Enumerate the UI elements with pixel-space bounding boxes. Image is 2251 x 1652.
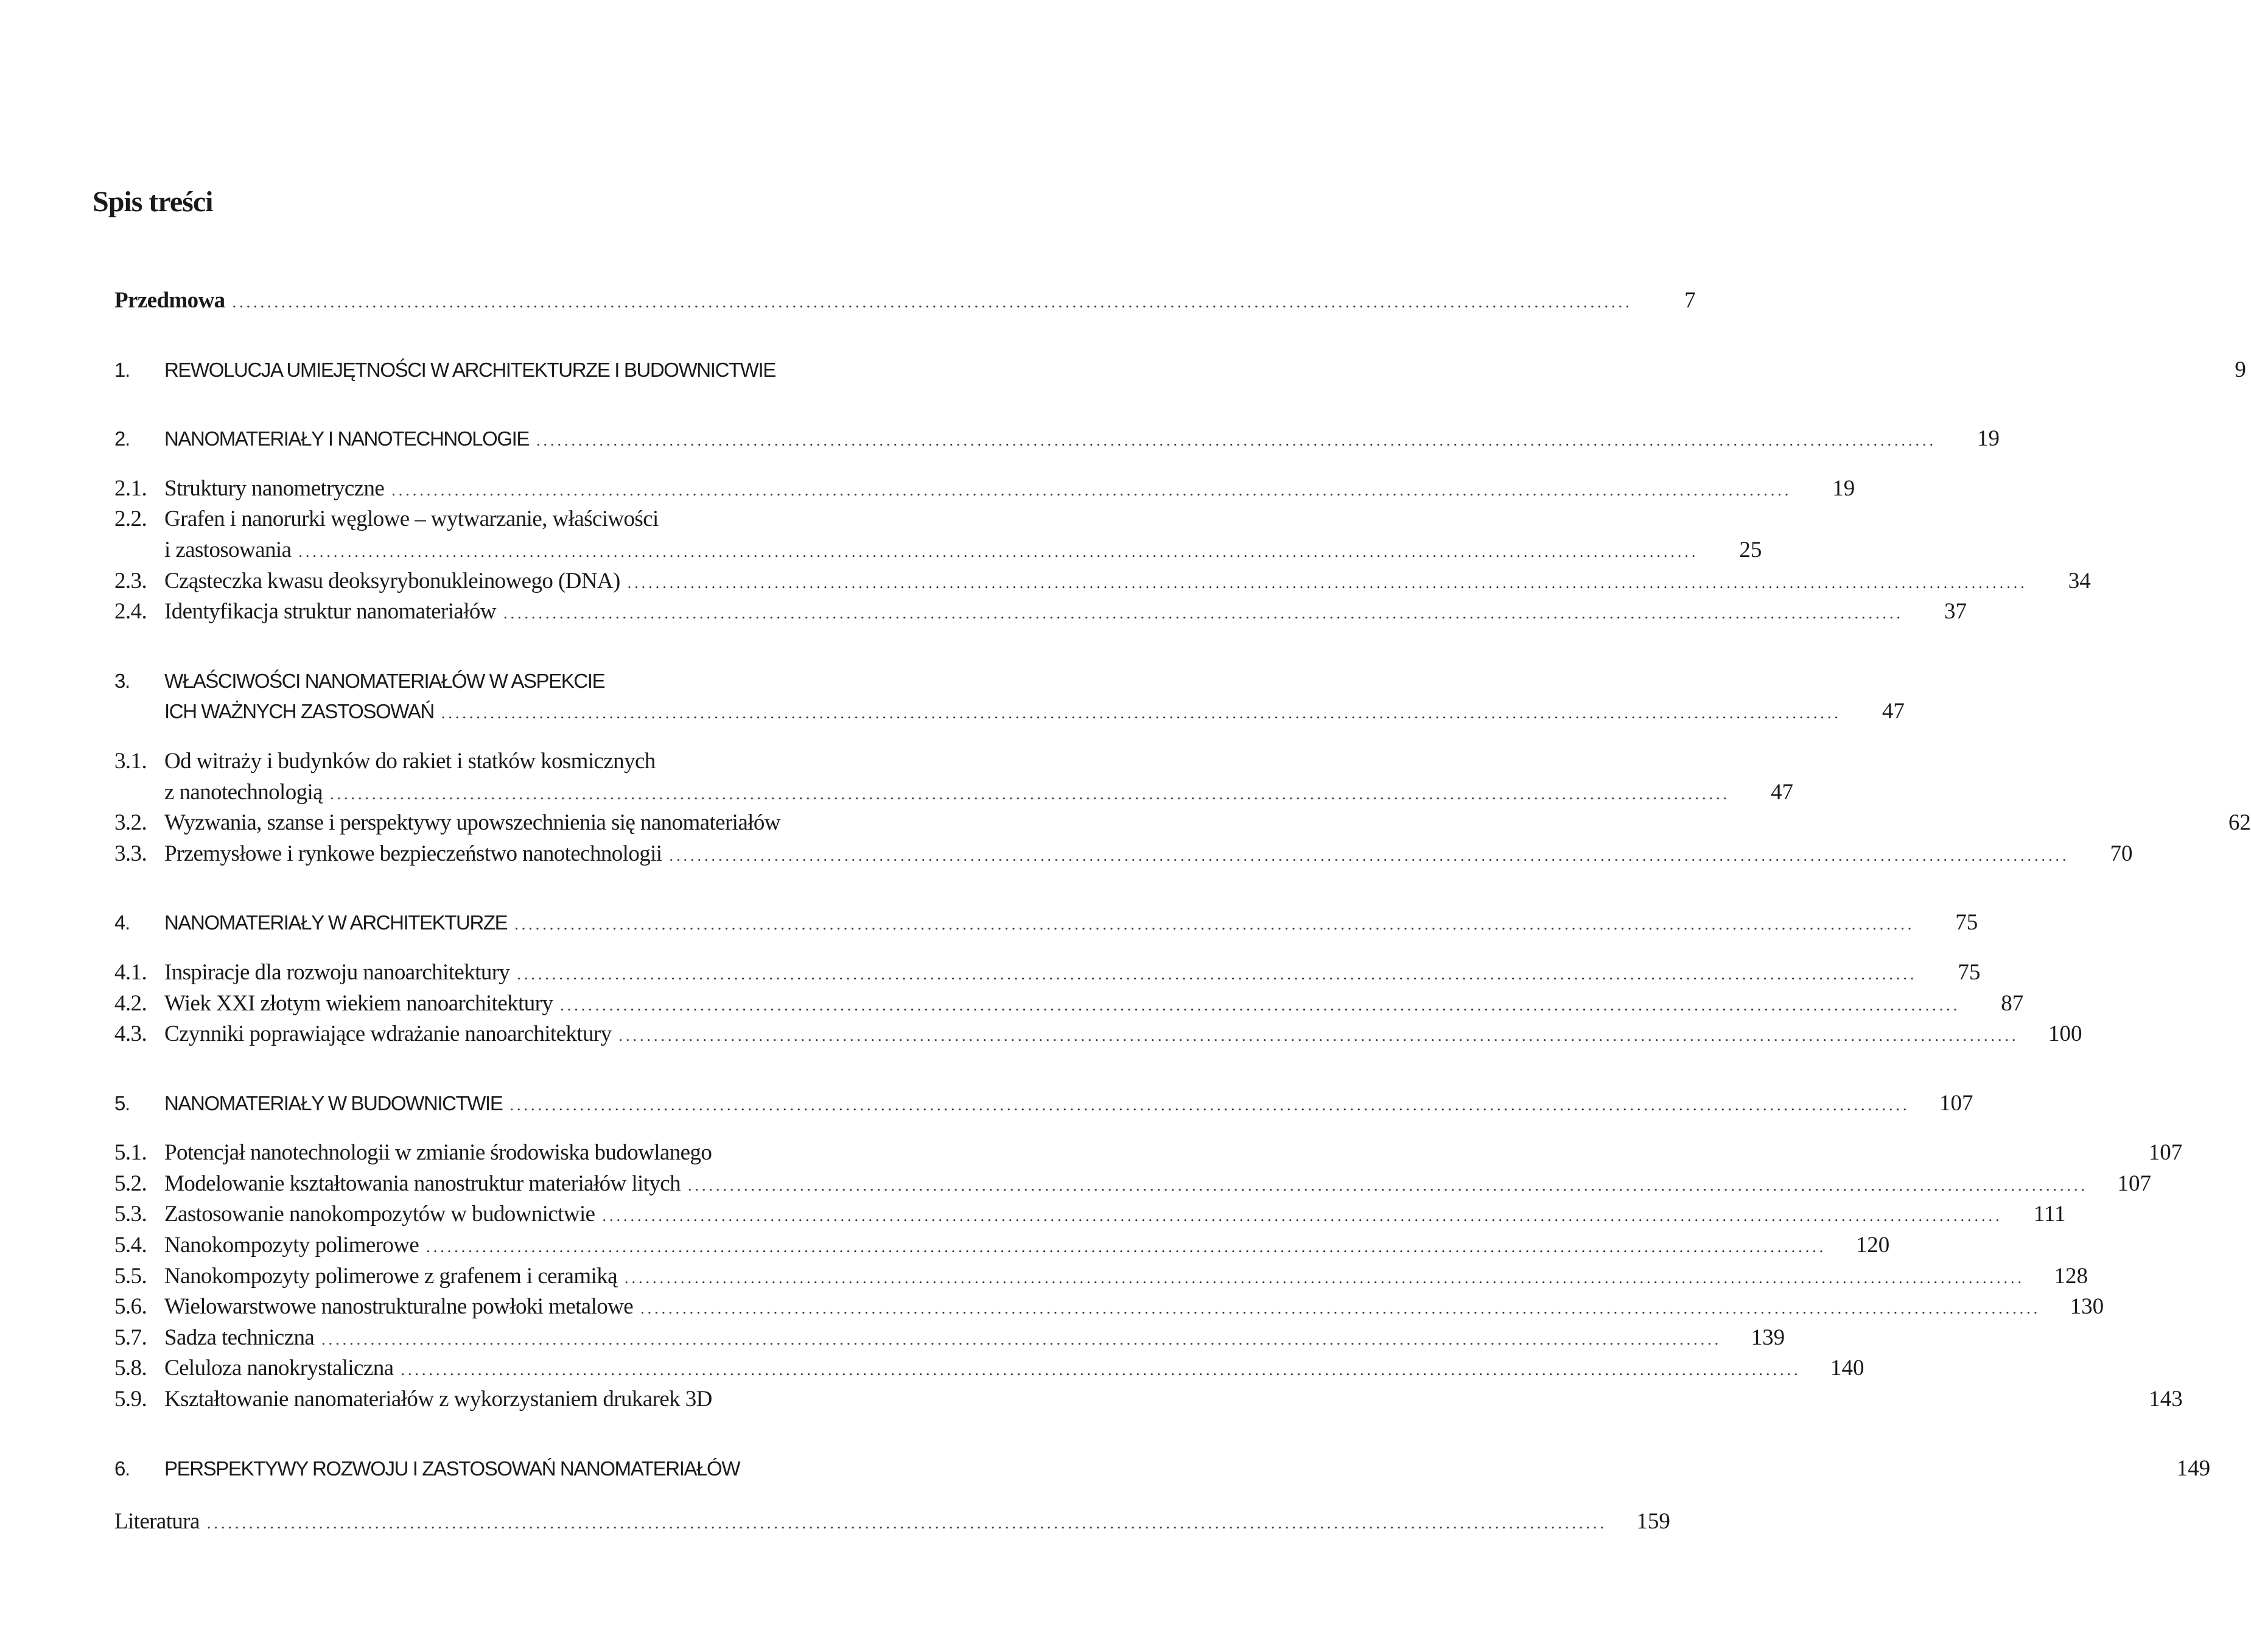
dot-leader: ........................................................................................................................................................................................................: [330, 785, 1731, 803]
toc-entry[interactable]: [114, 1323, 1785, 1354]
dot-leader: ........................................................................................................................................................................................................: [509, 1096, 1910, 1114]
toc-entry-title: NANOMATERIAŁY W ARCHITEKTURZE: [164, 911, 508, 934]
toc-entry-page: 9: [2235, 357, 2246, 382]
dot-leader: ........................................................................................................................................................................................................: [232, 293, 1633, 311]
toc-entry-page: 159: [1636, 1509, 1670, 1535]
toc-entry-number: 3.3.: [114, 841, 147, 866]
toc-entry[interactable]: [114, 597, 1967, 628]
toc-entry-page: 19: [1977, 426, 2000, 452]
dot-leader: ........................................................................................................................................................................................................: [560, 996, 1961, 1014]
toc-entry-title: Identyfikacja struktur nanomateriałów: [164, 599, 496, 625]
toc-entry[interactable]: [114, 1169, 2151, 1200]
toc-entry-title: Wiek XXI złotym wiekiem nanoarchitektury: [164, 990, 553, 1016]
toc-entry[interactable]: [114, 1454, 2211, 1485]
toc-entry[interactable]: [114, 535, 1762, 566]
toc-entry[interactable]: [114, 424, 2000, 455]
toc-entry-title: ICH WAŻNYCH ZASTOSOWAŃ: [164, 700, 434, 723]
toc-entry-title: Sadza techniczna: [164, 1325, 315, 1350]
toc-entry-number: 3.1.: [114, 748, 147, 774]
toc-entry-number: 5.: [114, 1091, 130, 1115]
table-of-contents: [114, 285, 2251, 1538]
toc-entry-number: 1.: [114, 358, 130, 381]
toc-entry-title: REWOLUCJA UMIEJĘTNOŚCI W ARCHITEKTURZE I BUDOWNICTWIE: [164, 358, 775, 381]
toc-entry-number: 5.1.: [114, 1140, 147, 1166]
toc-entry-page: 7: [1684, 288, 1696, 313]
toc-entry[interactable]: [114, 1261, 2088, 1292]
toc-entry-title: Modelowanie kształtowania nanostruktur materiałów litych: [164, 1171, 681, 1196]
toc-entry[interactable]: [114, 1292, 2104, 1323]
dot-leader: ........................................................................................................................................................................................................: [514, 915, 1915, 934]
dot-leader: ........................................................................................................................................................................................................: [602, 1207, 2003, 1225]
dot-leader: ........................................................................................................................................................................................................: [618, 1027, 2019, 1045]
toc-entry-number: 4.1.: [114, 959, 147, 985]
toc-entry-title: Cząsteczka kwasu deoksyrybonukleinowego (DNA): [164, 568, 620, 593]
toc-entry-title: Celuloza nanokrystaliczna: [164, 1356, 394, 1381]
toc-entry-page: 70: [2110, 841, 2133, 866]
dot-leader: ........................................................................................................................................................................................................: [627, 573, 2028, 592]
dot-leader: ........................................................................................................................................................................................................: [206, 1514, 1607, 1533]
toc-entry-number: 5.9.: [114, 1387, 147, 1412]
toc-entry-title: Nanokompozyty polimerowe z grafenem i ceramiką: [164, 1263, 617, 1289]
toc-entry-page: 25: [1739, 537, 1762, 562]
toc-entry-title: PERSPEKTYWY ROZWOJU I ZASTOSOWAŃ NANOMATERIAŁÓW: [164, 1457, 740, 1480]
page-title: Spis treści: [93, 186, 213, 219]
toc-entry[interactable]: [114, 1507, 1670, 1538]
toc-entry-page: 140: [1830, 1356, 1864, 1381]
dot-leader: ........................................................................................................................................................................................................: [640, 1300, 2041, 1318]
toc-entry-number: 5.8.: [114, 1356, 147, 1381]
toc-entry-page: 47: [1882, 699, 1905, 724]
dot-leader: ........................................................................................................................................................................................................: [503, 604, 1903, 623]
dot-leader: ........................................................................................................................................................................................................: [517, 965, 1917, 983]
dot-leader: ........................................................................................................................................................................................................: [669, 846, 2070, 864]
toc-entry-number: 5.5.: [114, 1263, 147, 1289]
dot-leader: ........................................................................................................................................................................................................: [401, 1361, 1801, 1379]
toc-entry[interactable]: [114, 1088, 1973, 1119]
toc-entry-page: 143: [2149, 1387, 2183, 1412]
toc-entry-page: 149: [2176, 1455, 2211, 1481]
toc-entry-title: Wyzwania, szanse i perspektywy upowszechnienia się nanomateriałów: [164, 810, 780, 836]
toc-entry[interactable]: [114, 1384, 2183, 1415]
toc-entry-number: 2.: [114, 427, 130, 450]
toc-entry-page: 75: [1958, 959, 1981, 985]
toc-entry-page: 100: [2048, 1021, 2082, 1047]
toc-entry[interactable]: [114, 1230, 1890, 1261]
toc-entry-number: 5.6.: [114, 1294, 147, 1320]
toc-entry[interactable]: [114, 1138, 2183, 1169]
toc-entry-title: Wielowarstwowe nanostrukturalne powłoki metalowe: [164, 1294, 634, 1320]
toc-entry[interactable]: [114, 504, 907, 535]
toc-entry-number: 6.: [114, 1457, 130, 1480]
toc-entry-page: 107: [2117, 1171, 2151, 1196]
toc-entry-page: 87: [2001, 990, 2024, 1016]
toc-entry-page: 128: [2054, 1263, 2088, 1289]
toc-entry-number: 4.3.: [114, 1021, 147, 1047]
toc-entry-page: 111: [2033, 1202, 2066, 1227]
toc-entry-number: 3.2.: [114, 810, 147, 836]
toc-entry-title: NANOMATERIAŁY W BUDOWNICTWIE: [164, 1091, 503, 1115]
toc-entry-page: 139: [1751, 1325, 1785, 1350]
toc-entry[interactable]: [114, 957, 1981, 989]
toc-entry-page: 47: [1771, 779, 1794, 805]
toc-entry[interactable]: [114, 1199, 2066, 1230]
toc-entry-number: 5.7.: [114, 1325, 147, 1350]
toc-entry-title: Grafen i nanorurki węglowe – wytwarzanie, właściwości: [164, 506, 659, 532]
toc-entry-title: Struktury nanometryczne: [164, 475, 385, 501]
toc-entry[interactable]: [114, 285, 1696, 317]
toc-entry[interactable]: [114, 1353, 1864, 1384]
toc-entry[interactable]: [114, 355, 2246, 386]
toc-entry-page: 107: [1939, 1090, 1973, 1116]
toc-entry-page: 75: [1955, 910, 1978, 936]
dot-leader: ........................................................................................................................................................................................................: [624, 1269, 2025, 1287]
toc-entry-number: 4.: [114, 911, 130, 934]
toc-entry-page: 34: [2068, 568, 2091, 593]
toc-entry-page: 19: [1832, 475, 1855, 501]
toc-entry-title: Literatura: [114, 1509, 200, 1535]
toc-entry[interactable]: [114, 908, 1978, 939]
toc-entry-title: Czynniki poprawiające wdrażanie nanoarchitektury: [164, 1021, 612, 1047]
toc-entry-title: Przedmowa: [114, 288, 225, 313]
toc-entry[interactable]: [114, 474, 1855, 505]
toc-entry[interactable]: [114, 666, 907, 697]
toc-entry-page: 130: [2070, 1294, 2104, 1320]
toc-entry-page: 62: [2228, 810, 2251, 836]
toc-entry-title: Nanokompozyty polimerowe: [164, 1233, 419, 1258]
toc-entry-title: Potencjał nanotechnologii w zmianie środowiska budowlanego: [164, 1140, 712, 1166]
toc-entry-number: 5.2.: [114, 1171, 147, 1196]
toc-entry[interactable]: [114, 839, 2133, 870]
dot-leader: ........................................................................................................................................................................................................: [321, 1330, 1722, 1348]
toc-entry[interactable]: [114, 989, 2024, 1020]
toc-entry-number: 4.2.: [114, 990, 147, 1016]
toc-entry-title: NANOMATERIAŁY I NANOTECHNOLOGIE: [164, 427, 529, 450]
toc-entry-title: Od witraży i budynków do rakiet i statków kosmicznych: [164, 748, 656, 774]
toc-entry[interactable]: [114, 696, 1905, 727]
dot-leader: ........................................................................................................................................................................................................: [688, 1176, 2088, 1194]
toc-entry-title: Inspiracje dla rozwoju nanoarchitektury: [164, 959, 510, 985]
toc-entry-page: 120: [1855, 1233, 1890, 1258]
toc-entry-title: Kształtowanie nanomateriałów z wykorzystaniem drukarek 3D: [164, 1387, 712, 1412]
toc-entry-page: 107: [2148, 1140, 2183, 1166]
toc-entry-number: 5.3.: [114, 1202, 147, 1227]
toc-entry[interactable]: [114, 777, 1794, 808]
toc-entry-title: WŁAŚCIWOŚCI NANOMATERIAŁÓW W ASPEKCIE: [164, 669, 605, 692]
toc-entry-title: z nanotechnologią: [164, 779, 323, 805]
toc-entry-title: Zastosowanie nanokompozytów w budownictwie: [164, 1202, 595, 1227]
dot-leader: ........................................................................................................................................................................................................: [536, 432, 1936, 450]
toc-entry[interactable]: [114, 746, 907, 777]
dot-leader: ........................................................................................................................................................................................................: [391, 481, 1792, 499]
toc-entry-title: Przemysłowe i rynkowe bezpieczeństwo nanotechnologii: [164, 841, 662, 866]
toc-entry-number: 2.1.: [114, 475, 147, 501]
toc-entry[interactable]: [114, 808, 2251, 839]
toc-entry-number: 5.4.: [114, 1233, 147, 1258]
toc-entry-number: 2.4.: [114, 599, 147, 625]
toc-entry-page: 37: [1944, 599, 1967, 625]
toc-entry[interactable]: [114, 1019, 2082, 1050]
toc-entry-number: 3.: [114, 669, 130, 692]
toc-entry-number: 2.2.: [114, 506, 147, 532]
dot-leader: ........................................................................................................................................................................................................: [426, 1238, 1827, 1256]
toc-entry-title: i zastosowania: [164, 537, 292, 562]
dot-leader: ........................................................................................................................................................................................................: [298, 542, 1699, 561]
toc-entry-number: 2.3.: [114, 568, 147, 593]
toc-entry[interactable]: [114, 566, 2091, 597]
dot-leader: ........................................................................................................................................................................................................: [441, 704, 1841, 723]
